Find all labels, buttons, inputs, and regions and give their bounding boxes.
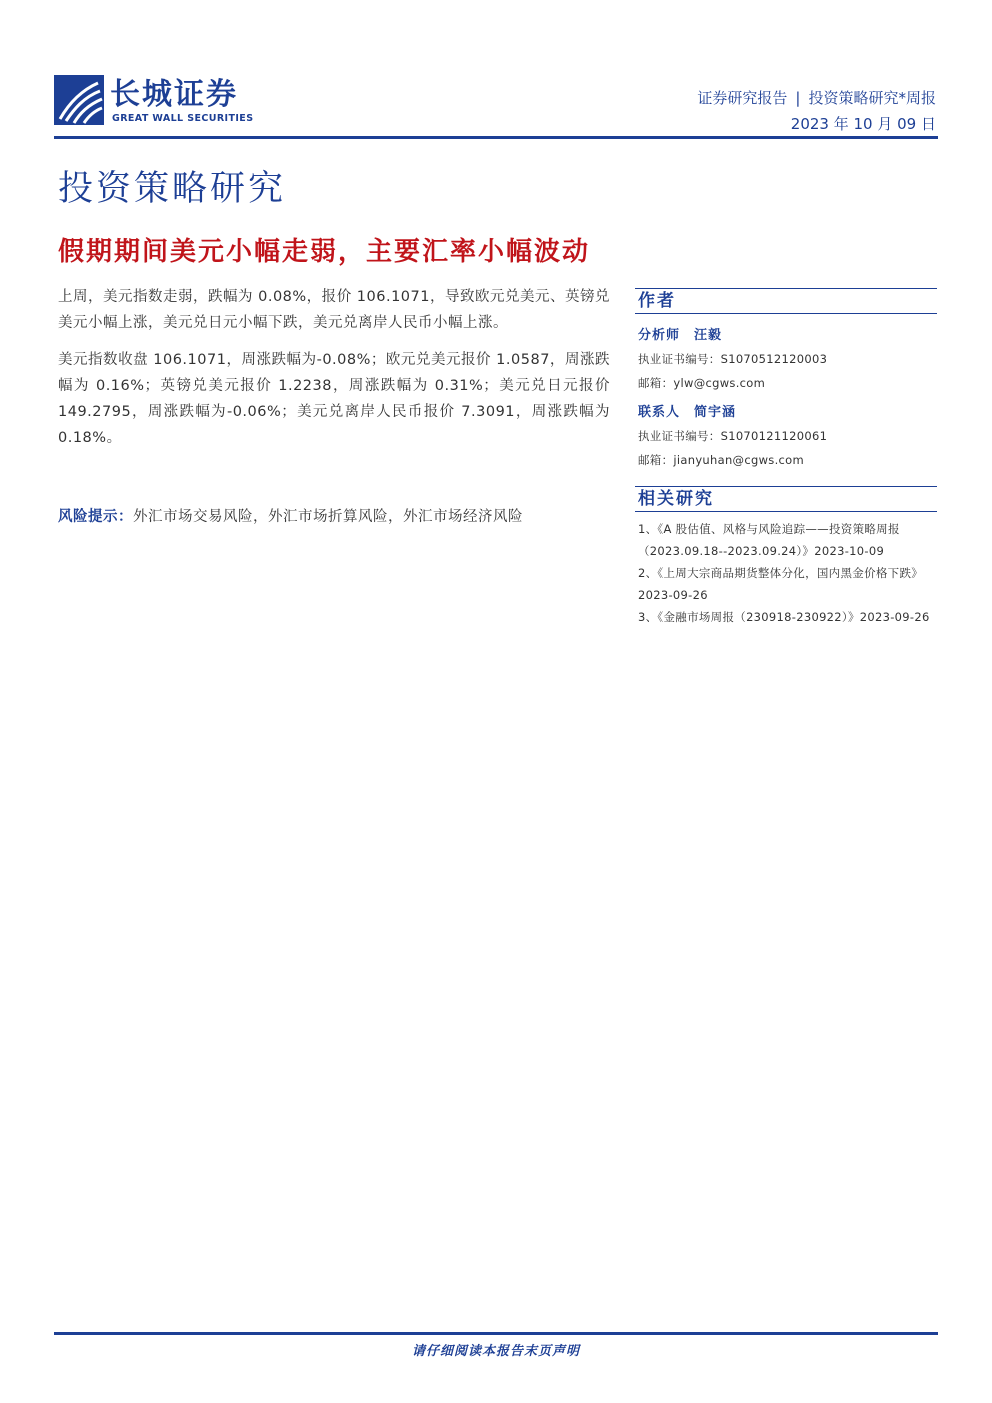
report-type [697, 88, 936, 108]
separator: | [795, 89, 801, 107]
risk-text: 外汇市场交易风险，外汇市场折算风险，外汇市场经济风险 [133, 509, 523, 525]
report-headline: 假期期间美元小幅走弱，主要汇率小幅波动 [58, 237, 591, 267]
related-heading: 相关研究 [638, 489, 714, 509]
analyst-role: 分析师 [638, 328, 681, 343]
section-title: 投资策略研究 [58, 169, 287, 209]
related-item-2[interactable]: 2、《上周大宗商品期货整体分化，国内黑金价格下跌》2023-09-26 [638, 566, 924, 602]
analyst-cert: 执业证书编号：S1070512120003 [638, 352, 828, 366]
brand-name-en: GREAT WALL SECURITIES [112, 113, 254, 124]
risk-label: 风险提示： [58, 509, 133, 525]
report-category: 证券研究报告 [697, 89, 788, 107]
contact-email[interactable]: 邮箱：jianyuhan@cgws.com [638, 453, 804, 467]
summary-paragraph-1: 上周，美元指数走弱，跌幅为 0.08%，报价 106.1071，导致欧元兑美元、英镑兑美元小幅上涨，美元兑日元小幅下跌，美元兑离岸人民币小幅上涨。 [58, 289, 610, 331]
report-date: 2023 年 10 月 09 日 [790, 115, 936, 133]
related-research-panel [635, 486, 937, 628]
header-divider [54, 136, 938, 139]
analyst-email[interactable]: 邮箱：ylw@cgws.com [638, 376, 766, 390]
authors-heading-rule [635, 313, 937, 314]
related-item-3[interactable]: 3、《金融市场周报（230918-230922）》2023-09-26 [638, 610, 930, 624]
footer-divider [54, 1332, 938, 1335]
related-heading-rule [635, 511, 937, 512]
footer-disclaimer: 请仔细阅读本报告末页声明 [411, 1344, 580, 1359]
report-series: 投资策略研究*周报 [808, 89, 936, 107]
contact-cert: 执业证书编号：S1070121120061 [638, 429, 828, 443]
analyst-name: 汪毅 [694, 328, 723, 343]
related-list [635, 518, 937, 628]
summary-paragraph-2: 美元指数收盘 106.1071，周涨跌幅为-0.08%；欧元兑美元报价 1.0587，周涨跌幅为 0.16%；英镑兑美元报价 1.2238，周涨跌幅为 0.31%；美元兑日元报价 149.2795，周涨跌幅为-0.06%；美元兑离岸人民币报价 7.3091，周涨跌幅为 0.18%。 [58, 352, 610, 446]
contact-line [638, 401, 937, 420]
authors-heading: 作者 [638, 291, 676, 311]
authors-panel [635, 288, 937, 468]
contact-name: 简宇涵 [694, 405, 737, 420]
related-item-1[interactable]: 1、《A 股估值、风格与风险追踪——投资策略周报（2023.09.18--2023.09.24）》2023-10-09 [638, 522, 900, 558]
great-wall-logo-icon [54, 75, 104, 125]
brand-name-cn: 长城证券 [110, 77, 238, 112]
risk-warning [58, 505, 523, 526]
contact-role: 联系人 [638, 405, 681, 420]
analyst-line [638, 324, 937, 343]
